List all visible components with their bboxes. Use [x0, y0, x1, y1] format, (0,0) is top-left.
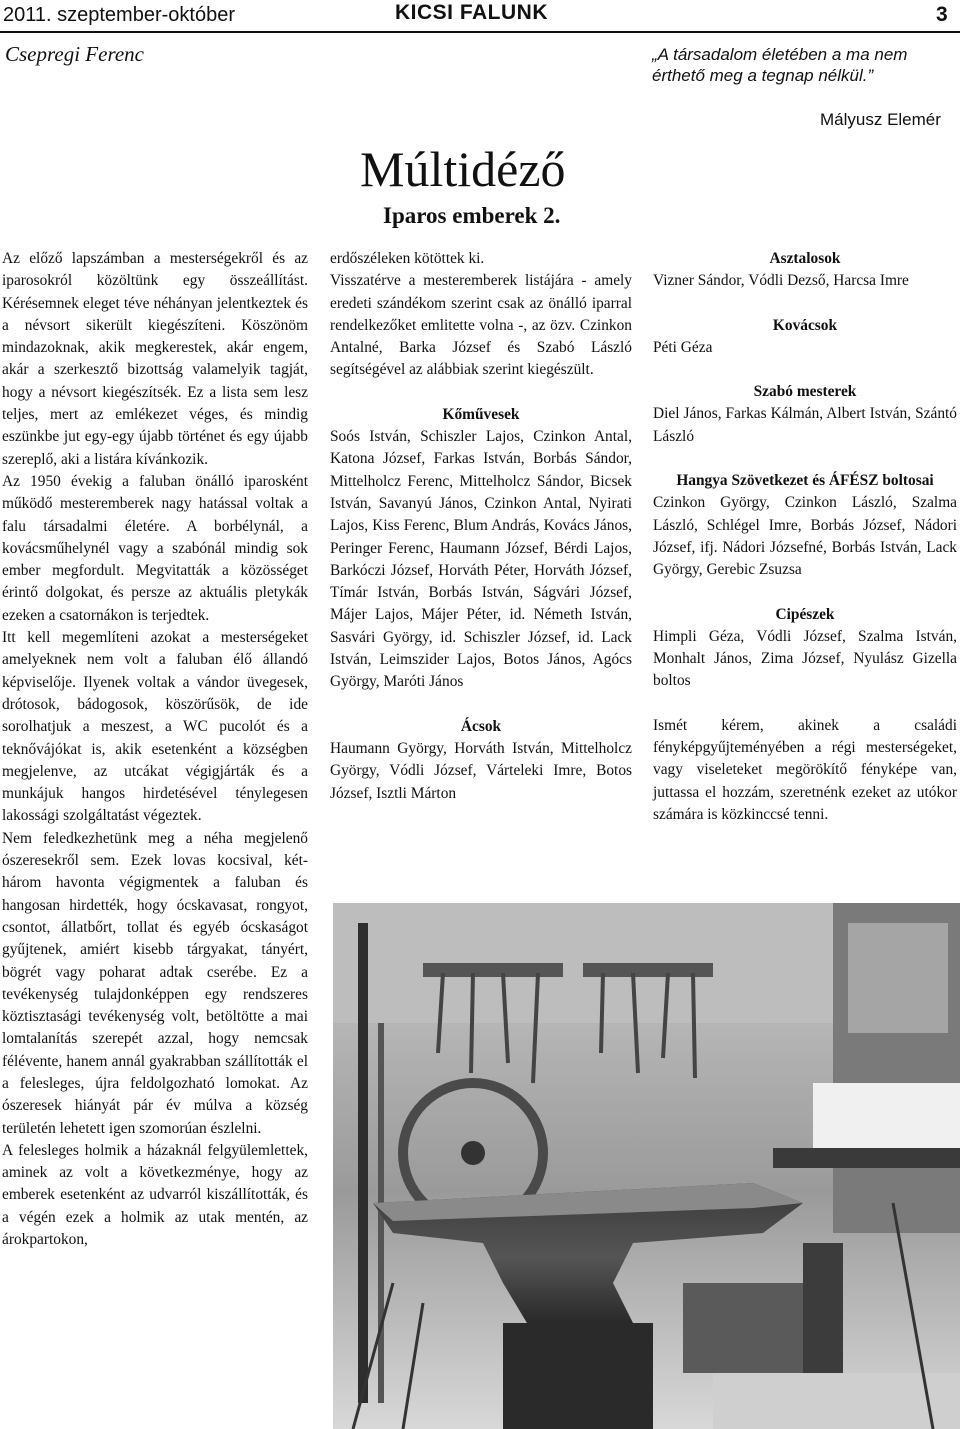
newspaper-title: KICSI FALUNK	[395, 1, 548, 24]
closing-paragraph: Ismét kérem, akinek a családi fényképgyűjteményében a régi mesterségeket, vagy viseleteket megörökítő fényképe van, juttassa el hozzám, szeretnénk ezeket az utókor számára is közkinccsé tenni.	[653, 716, 957, 823]
paragraph: Itt kell megemlíteni azokat a mesterségeket amelyeknek nem volt a faluban élő állandó képviselője. Ilyenek voltak a vándor üvegesek, drótosok, bádogosok, köszörűsök, de ide sorolhatjuk a meszest, a WC pucolót és a teknővájókat is, akik esetenként a községben megjelenve, az utcákat végigjárták és a munkájuk hangos hirdetésével ténylegesen lakossági szolgáltatást végeztek.	[2, 629, 308, 825]
section-text-asztalosok: Vizner Sándor, Vódli Dezső, Harcsa Imre	[653, 272, 909, 290]
column-3	[653, 248, 957, 826]
section-heading-komuvesek: Kőművesek	[442, 405, 520, 423]
section-heading-szabo: Szabó mesterek	[753, 383, 857, 401]
paragraph: Nem feledkezhetünk meg a néha megjelenő ószeresekről sem. Ezek lovas kocsival, két-három havonta végigmentek a faluban és hangosan hirdették, hogy ócskavasat, rongyot, csontot, állatbőrt, tollat és egyéb ócskaságot gyűjtenek, amiért kisebb tárgyakat, tányért, bögrét vagy poharat adtak cserébe. Ez a tevékenység tulajdonképpen egy rendszeres köztisztasági tevékenység volt, betöltötte a mai lomtalanítás szerepét azzal, hogy nemcsak félévente, hanem annál gyakrabban szállították el a felesleges, újra feldolgozható lomokat. Az ószeresek hiányát pár év múlva a község területén lehetett igen szomorúan észlelni.	[2, 829, 308, 1137]
section-heading-hangya: Hangya Szövetkezet és ÁFÉSZ boltosai	[676, 472, 934, 490]
column-2	[330, 248, 632, 805]
paragraph: Visszatérve a mesteremberek listájára - amely eredeti szándékom szerint csak az önálló iparral rendelkezőket emlitette volna -, az özv. Czinkon Antalné, Barka József és Szabó László segítségével az alábbiak szerint kiegészült.	[330, 272, 632, 379]
section-heading-kovacsok: Kovácsok	[772, 316, 838, 334]
header-rule	[0, 31, 960, 33]
paragraph: Az 1950 évekig a faluban önálló iparosként működő mesteremberek nagy hatással voltak a falu társadalmi életére. A borbélynál, a kovácsműhelynél vagy a szabónál mindig sok ember megfordult. Megvitatták a közösséget érintő dolgokat, és persze az aktuális pletykák ezeken a csatornákon is terjedtek.	[2, 472, 308, 624]
section-text-cipeszek: Himpli Géza, Vódli József, Szalma István, Monhalt János, Zima József, Nyulász Gizella boltos	[653, 627, 957, 690]
section-text-komuvesek: Soós István, Schiszler Lajos, Czinkon Antal, Katona József, Farkas István, Borbás Sándor, Mittelholcz Ferenc, Mittelholcz Sándor, Bicsek István, Savanyú János, Czinkon Antal, Nyirati Lajos, Kiss Ferenc, Blum András, Kovács János, Peringer Ferenc, Haumann József, Bérdi Lajos, Barkóczi József, Horváth Péter, Horváth József, Tímár István, Borbás István, Ságvári József, Májer Lajos, Májer Péter, id. Németh István, Sasvári György, id. Schiszler József, id. Lack István, Leimszider Lajos, Botos János, Agócs György, Maróti János	[330, 428, 632, 691]
paragraph: erdőszéleken kötöttek ki.	[330, 250, 485, 267]
page-number: 3	[936, 3, 948, 26]
article-title: Múltidéző	[360, 141, 566, 197]
section-heading-asztalosok: Asztalosok	[769, 250, 841, 267]
blacksmith-workshop-photo	[333, 903, 960, 1429]
section-text-acsok: Haumann György, Horváth István, Mittelholcz György, Vódli József, Várteleki Imre, Botos József, Isztli Márton	[330, 739, 632, 802]
section-heading-acsok: Ácsok	[460, 717, 502, 735]
issue-date: 2011. szeptember-október	[3, 4, 235, 26]
section-text-hangya: Czinkon György, Czinkon László, Szalma László, Schlégel Imre, Borbás József, Nádori József, ifj. Nádori Józsefné, Borbás István, Lack György, Gerebic Zsuzsa	[653, 494, 957, 579]
paragraph: A felesleges holmik a házaknál felgyülemlettek, aminek az volt a következménye, hogy az emberek esetenként az udvarról kiszállították, és a végén ezek a holmik az utak mentén, az árokpartokon,	[2, 1141, 308, 1249]
section-text-szabo: Diel János, Farkas Kálmán, Albert István, Szántó László	[653, 405, 957, 445]
article-author: Csepregi Ferenc	[5, 42, 144, 66]
column-1	[2, 248, 308, 1251]
section-heading-cipeszek: Cipészek	[775, 605, 835, 623]
motto-author: Mályusz Elemér	[820, 110, 941, 129]
section-text-kovacsok: Péti Géza	[653, 338, 713, 356]
motto-quote: „A társadalom életében a ma nem érthető meg a tegnap nélkül.”	[652, 45, 908, 85]
paragraph: Az előző lapszámban a mesterségekről és az iparosokról közöltünk egy összeállítást. Kérésemnek eleget téve néhányan jelentkeztek és a névsort sikerült kiegészíteni. Köszönöm mindazoknak, akik megkerestek, akár engem, akár a szerkesztő bizottság valamelyik tagját, hogy a névsort kiegészítsék. Ez a lista sem lesz teljes, mert az emlékezet véges, és mindig eszünkbe jut egy-egy újabb történet és egy újabb szereplő, aki a listára kívánkozik.	[2, 250, 308, 468]
page-header	[0, 0, 960, 30]
article-subtitle: Iparos emberek 2.	[383, 203, 561, 228]
